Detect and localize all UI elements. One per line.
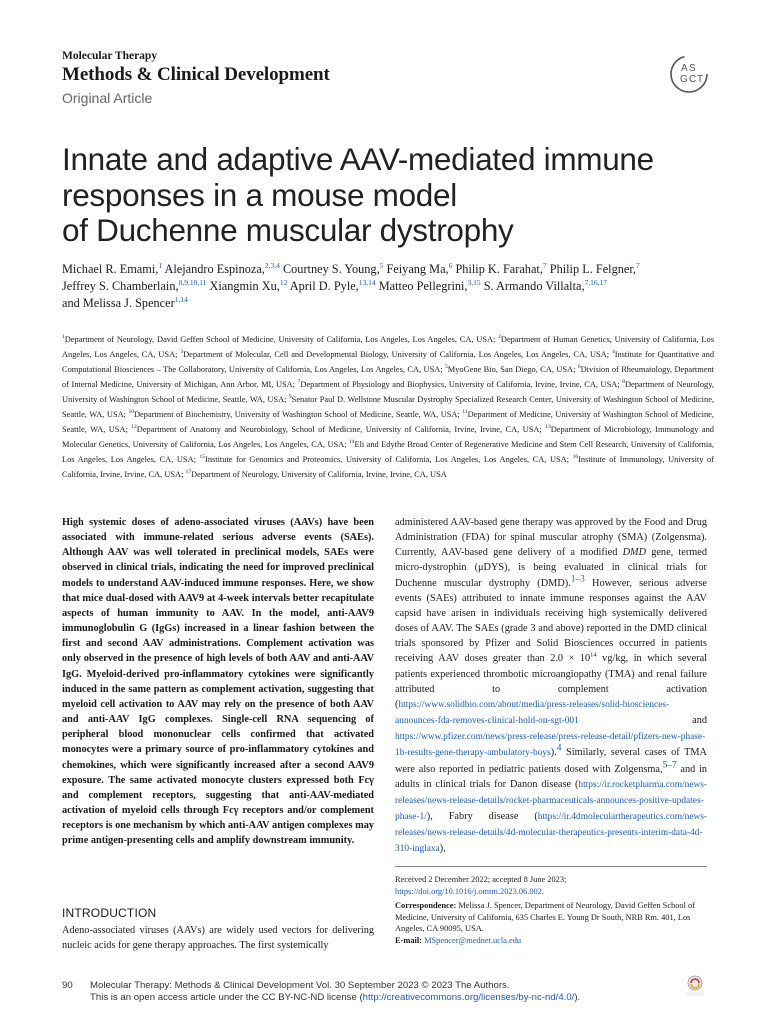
body-text: ), Fabry disease (: [426, 810, 538, 822]
citation-link[interactable]: 5–7: [662, 760, 677, 771]
journal-title: Methods & Clinical Development: [62, 64, 330, 85]
received-text: Received 2 December 2022; accepted 8 June 2023;: [395, 875, 567, 884]
body-text: administered AAV-based gene therapy was approved by the Food and Drug Administration (FDA) for spinal muscular atrophy (SMA) (Zolgensma). Currently, AAV-based gene delivery of a modified: [395, 517, 707, 559]
journal-header: [62, 50, 522, 107]
affiliation-number: 9: [288, 394, 292, 401]
affiliation-number: 17: [185, 469, 192, 476]
received-dates: [395, 874, 707, 897]
author-affiliation-ref[interactable]: 12: [279, 277, 288, 287]
journal-subtitle: Molecular Therapy: [62, 50, 158, 62]
exponent: 14: [590, 651, 597, 659]
body-text: vg/kg, in which several patients experienced thrombotic microangiopathy (TMA) and renal failure attributed to complement activation (: [395, 653, 708, 710]
author-name: Philip L. Felgner,: [549, 262, 636, 276]
affiliation-number: 5: [445, 364, 448, 371]
citation-link[interactable]: 4: [556, 743, 562, 754]
article-type: Original Article: [62, 90, 153, 106]
affiliation-text: Institute for Quantitative and Computational Biosciences – The Collaboratory, University of California, Los Angeles, Los Angeles, CA, USA;: [62, 350, 715, 374]
affiliation-text: Senator Paul D. Wellstone Muscular Dystrophy Specialized Research Center, University of Washington School of Medicine, Seattle, WA, USA;: [62, 395, 715, 419]
correspondence-text: Melissa J. Spencer, Department of Neurology, David Geffen School of Medicine, University of California, 635 Charles E. Young Dr South, NRB Rm. 401, Los Angeles, CA 90095, USA.: [395, 901, 696, 934]
affiliation-number: 10: [128, 409, 134, 416]
affiliation-text: Department of Medicine, University of Washington School of Medicine, Seattle, WA, USA;: [62, 410, 714, 434]
author-name: Xiangmin Xu,: [209, 279, 280, 293]
affiliation-number: 4: [611, 349, 615, 356]
body-text: and: [578, 715, 707, 727]
author-name: Philip K. Farahat,: [455, 262, 543, 276]
affiliation-text: MyoGene Bio, San Diego, CA, USA;: [447, 365, 578, 374]
affiliation-text: Department of Anatomy and Neurobiology, School of Medicine, University of California, Irvine, Irvine, CA, USA;: [136, 425, 546, 434]
url-link[interactable]: https://ir.4dmoleculartherapeutics.com/news-releases/news-release-details/4d-molecular-therapeutics-presents-interim-data-4d-310-inglaxa: [395, 811, 707, 855]
affiliation-number: 11: [462, 409, 468, 416]
article-notes: [395, 874, 707, 950]
affiliation-number: 13: [545, 424, 551, 431]
body-text: and in adults in clinical trials for Danon disease (: [395, 763, 708, 790]
author-affiliation-ref[interactable]: 1: [158, 260, 163, 270]
citation-link[interactable]: 1–3: [570, 574, 585, 585]
author-affiliation-ref[interactable]: 1,14: [174, 294, 188, 304]
page-footer: [62, 980, 682, 1004]
correspondence-label: Correspondence:: [395, 901, 457, 911]
title-line: responses in a mouse model: [62, 176, 457, 213]
body-text: gene, termed micro-dystrophin (μDYS), is being evaluated in clinical trials for Duchenne muscular dystrophy (DMD).: [395, 547, 707, 589]
svg-text:A: A: [681, 63, 688, 74]
license-link[interactable]: http://creativecommons.org/licenses/by-nc-nd/4.0/: [362, 992, 575, 1003]
affiliation-text: Department of Biochemistry, University of Washington School of Medicine, Seattle, WA, USA;: [134, 410, 463, 419]
affiliation-text: Department of Physiology and Biophysics, University of California, Irvine, Irvine, CA, USA;: [300, 380, 623, 389]
author-affiliation-ref[interactable]: 2,3,4: [264, 260, 280, 270]
author-affiliation-ref[interactable]: 13,14: [358, 277, 376, 287]
affiliation-text: Division of Rheumatology, Department of Internal Medicine, University of Michigan, Ann Arbor, MI, USA;: [62, 365, 714, 389]
affiliation-number: 1: [62, 334, 65, 341]
title-line: of Duchenne muscular dystrophy: [62, 212, 514, 248]
affiliation-text: Department of Microbiology, Immunology and Molecular Genetics, University of California, Los Angeles, Los Angeles, CA, USA;: [62, 425, 714, 449]
email-link[interactable]: MSpencer@mednet.ucla.edu: [421, 935, 522, 945]
license-text: This is an open access article under the CC BY-NC-ND license (: [90, 992, 363, 1003]
author-name: Jeffrey S. Chamberlain,: [62, 279, 179, 293]
correspondence: [395, 900, 707, 946]
affiliation-number: 15: [199, 454, 206, 461]
url-link[interactable]: https://www.solidbio.com/about/media/press-releases/solid-biosciences-announces-fda-removes-clinical-hold-on-sgt-001: [395, 699, 670, 727]
gene-name: DMD: [622, 547, 647, 559]
author-name: Alejandro Espinoza,: [164, 262, 265, 276]
svg-text:T: T: [697, 74, 704, 85]
author-name: Feiyang Ma,: [386, 262, 449, 276]
author-name: April D. Pyle,: [289, 279, 359, 293]
doi-link[interactable]: https://doi.org/10.1016/j.omtm.2023.06.002.: [395, 886, 544, 896]
affiliation-number: 6: [577, 364, 581, 371]
author-affiliation-ref[interactable]: 7,16,17: [584, 277, 608, 287]
affiliation-text: Institute for Genomics and Proteomics, University of California, Los Angeles, Los Angeles, CA, USA;: [205, 455, 573, 464]
affiliation-number: 3: [180, 349, 184, 356]
author-affiliation-ref[interactable]: 6: [448, 260, 453, 270]
affiliation-text: Institute of Immunology, University of California, Irvine, Irvine, CA, USA;: [62, 455, 714, 479]
license-text: ).: [574, 992, 581, 1003]
affiliation-number: 14: [348, 439, 355, 446]
email-label: E-mail:: [395, 935, 422, 945]
page-number: 90: [62, 980, 73, 991]
affiliation-number: 2: [498, 334, 501, 341]
affiliations: [62, 332, 714, 482]
body-text: Similarly, several cases of TMA were also reported in pediatric patients dosed with Zolgensma,: [395, 747, 707, 775]
author-affiliation-ref[interactable]: 8,9,10,11: [178, 277, 207, 287]
author-name: and Melissa J. Spencer: [62, 296, 175, 310]
author-affiliation-ref[interactable]: 7: [636, 260, 640, 270]
author-name: Courtney S. Young,: [282, 262, 380, 276]
check-for-updates-icon[interactable]: [683, 974, 707, 998]
svg-text:G: G: [680, 74, 688, 85]
author-affiliation-ref[interactable]: 3,15: [467, 277, 481, 287]
affiliation-number: 7: [297, 379, 301, 386]
society-logo: [669, 54, 709, 94]
journal-citation: Molecular Therapy: Methods & Clinical Development Vol. 30 September 2023 © 2023 The Authors.: [90, 980, 510, 991]
abstract: High systemic doses of adeno-associated viruses (AAVs) have been associated with immune-related serious adverse events (SAEs). Although AAV was well tolerated in preclinical models, SAEs were observed in clinical trials, indicating the need for improved preclinical models to understand AAV-induced immune responses. Here, we show that mice dual-dosed with AAV9 at 4-week intervals better recapitulate aspects of human immunity to AAV. In the model, anti-AAV9 immunoglobulin G (IgGs) increased in a linear fashion between the first and second AAV administrations. Complement activation was only observed in the presence of high levels of both AAV and anti-AAV IgG. Myeloid-derived pro-inflammatory cytokines were significantly induced in the same pattern as complement activation, suggesting that myeloid cell activation to AAV may rely on the presence of both AAV and anti-AAV IgG complexes. Single-cell RNA sequencing of peripheral blood mononuclear cells confirmed that activated monocytes were a primary source of pro-inflammatory cytokines and chemokines, which were significantly increased after a second AAV9 exposure. The same activated monocyte clusters expressed both Fcγ and complement receptors, suggesting that anti-AAV-mediated activation of myeloid cells through Fcγ receptors and/or complement receptors is one mechanism by which anti-AAV antigen complexes may prime antigen-presenting cells and amplify downstream immunity.: [62, 517, 374, 847]
article-title: [62, 142, 702, 249]
affiliation-number: 16: [572, 454, 579, 461]
author-affiliation-ref[interactable]: 5: [379, 260, 384, 270]
author-name: Matteo Pellegrini,: [378, 279, 468, 293]
affiliation-text: Department of Neurology, University of California, Irvine, Irvine, CA, USA: [191, 470, 447, 479]
svg-text:C: C: [689, 74, 697, 85]
svg-text:S: S: [689, 63, 696, 74]
url-link[interactable]: https://www.pfizer.com/news/press-release/press-release-detail/pfizers-new-phase-1b-results-gene-therapy-ambulatory-boys: [395, 732, 706, 759]
affiliation-number: 12: [131, 424, 137, 431]
author-affiliation-ref[interactable]: 7: [542, 260, 547, 270]
affiliation-text: Department of Human Genetics, University of California, Los Angeles, Los Angeles, CA, USA;: [62, 335, 714, 359]
author-name: S. Armando Villalta,: [483, 279, 585, 293]
affiliation-text: Department of Neurology, David Geffen School of Medicine, University of California, Los Angeles, Los Angeles, CA, USA;: [64, 335, 499, 344]
affiliation-text: Eli and Edythe Broad Center of Regenerative Medicine and Stem Cell Research, University of California, Los Angeles, Los Angeles, CA, USA;: [62, 440, 714, 464]
url-link[interactable]: https://ir.rocketpharma.com/news-releases/news-release-details/rocket-pharmaceuticals-announces-positive-updates-phase-1/: [395, 779, 707, 822]
affiliation-text: Department of Neurology, University of Washington School of Medicine, Seattle, WA, USA;: [62, 380, 714, 404]
affiliation-text: Department of Molecular, Cell and Developmental Biology, University of California, Los Angeles, Los Angeles, CA, USA;: [183, 350, 612, 359]
introduction-text: Adeno-associated viruses (AAVs) are widely used vectors for delivering nucleic acids for gene therapy approaches. The first systemically: [62, 925, 374, 952]
notes-divider: [395, 866, 707, 867]
introduction-heading: INTRODUCTION: [62, 906, 157, 920]
body-text-right-column: [395, 515, 707, 857]
affiliation-number: 8: [622, 379, 625, 386]
title-line: Innate and adaptive AAV-mediated immune: [62, 141, 654, 177]
author-list: [62, 261, 714, 312]
body-text: ),: [439, 843, 446, 855]
body-text: However, serious adverse events (SAEs) attributed to innate immune responses against the AAV capsid have arisen in individuals receiving high systemically delivered doses of AAV. The SAEs (grade 3 and above) reported in the DMD clinical trials sponsored by Pfizer and Solid Biosciences occurred in patients receiving AAV doses greater than 2.0 × 10: [395, 577, 707, 665]
body-text: ).: [550, 747, 557, 759]
author-name: Michael R. Emami,: [62, 262, 159, 276]
